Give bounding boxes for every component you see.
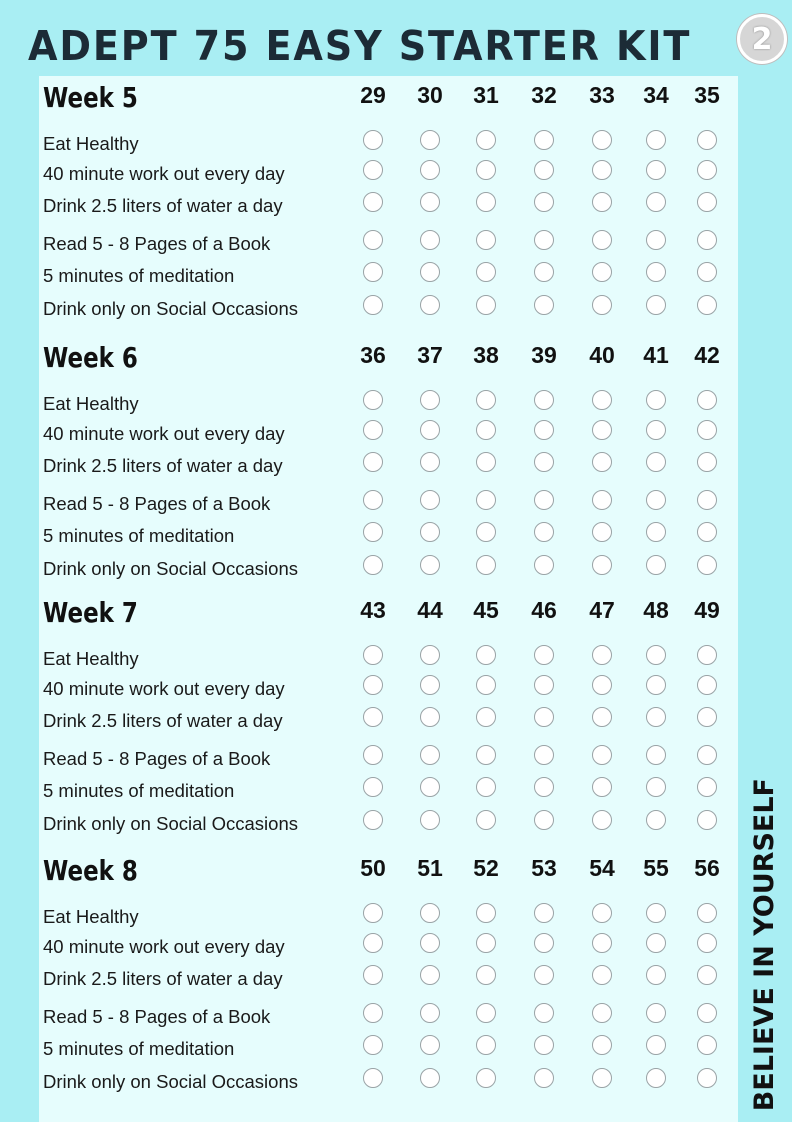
day-checkbox[interactable] bbox=[697, 1035, 717, 1055]
day-checkbox[interactable] bbox=[592, 745, 612, 765]
day-checkbox[interactable] bbox=[697, 192, 717, 212]
week-section bbox=[39, 336, 738, 594]
day-number: 47 bbox=[589, 597, 615, 623]
task-label: Drink only on Social Occasions bbox=[43, 813, 298, 834]
day-number: 51 bbox=[417, 855, 443, 881]
day-checkbox[interactable] bbox=[592, 295, 612, 315]
day-checkbox[interactable] bbox=[592, 160, 612, 180]
day-checkbox[interactable] bbox=[476, 1068, 496, 1088]
day-checkbox[interactable] bbox=[363, 262, 383, 282]
day-number: 38 bbox=[473, 342, 499, 368]
day-checkbox[interactable] bbox=[476, 390, 496, 410]
day-checkbox[interactable] bbox=[534, 130, 554, 150]
day-checkbox[interactable] bbox=[646, 230, 666, 250]
day-number: 39 bbox=[531, 342, 557, 368]
day-checkbox[interactable] bbox=[420, 903, 440, 923]
task-label: 5 minutes of meditation bbox=[43, 1038, 235, 1059]
day-checkbox[interactable] bbox=[420, 230, 440, 250]
day-checkbox[interactable] bbox=[646, 522, 666, 542]
day-checkbox[interactable] bbox=[592, 707, 612, 727]
day-checkbox[interactable] bbox=[420, 130, 440, 150]
day-checkbox[interactable] bbox=[420, 810, 440, 830]
day-checkbox[interactable] bbox=[697, 675, 717, 695]
day-checkbox[interactable] bbox=[476, 810, 496, 830]
day-checkbox[interactable] bbox=[646, 390, 666, 410]
day-checkbox[interactable] bbox=[646, 192, 666, 212]
day-checkbox[interactable] bbox=[363, 777, 383, 797]
day-number: 30 bbox=[417, 82, 443, 108]
day-checkbox[interactable] bbox=[697, 130, 717, 150]
day-checkbox[interactable] bbox=[534, 230, 554, 250]
day-number: 48 bbox=[643, 597, 669, 623]
task-label: 40 minute work out every day bbox=[43, 678, 285, 699]
task-label: Eat Healthy bbox=[43, 906, 139, 927]
day-checkbox[interactable] bbox=[534, 522, 554, 542]
task-label: 5 minutes of meditation bbox=[43, 780, 235, 801]
day-checkbox[interactable] bbox=[420, 1003, 440, 1023]
day-checkbox[interactable] bbox=[476, 745, 496, 765]
day-checkbox[interactable] bbox=[592, 230, 612, 250]
day-checkbox[interactable] bbox=[592, 130, 612, 150]
day-checkbox[interactable] bbox=[646, 675, 666, 695]
day-checkbox[interactable] bbox=[476, 295, 496, 315]
day-number: 43 bbox=[360, 597, 386, 623]
task-label: 40 minute work out every day bbox=[43, 423, 285, 444]
week-title: Week 7 bbox=[43, 596, 138, 629]
day-checkbox[interactable] bbox=[420, 933, 440, 953]
day-checkbox[interactable] bbox=[592, 262, 612, 282]
day-checkbox[interactable] bbox=[592, 903, 612, 923]
day-checkbox[interactable] bbox=[363, 933, 383, 953]
day-number: 33 bbox=[589, 82, 615, 108]
day-checkbox[interactable] bbox=[592, 1035, 612, 1055]
week-title: Week 8 bbox=[43, 854, 138, 887]
day-checkbox[interactable] bbox=[534, 1068, 554, 1088]
task-label: Eat Healthy bbox=[43, 393, 139, 414]
day-checkbox[interactable] bbox=[534, 810, 554, 830]
task-label: Drink 2.5 liters of water a day bbox=[43, 195, 283, 216]
day-checkbox[interactable] bbox=[697, 707, 717, 727]
day-checkbox[interactable] bbox=[420, 490, 440, 510]
day-checkbox[interactable] bbox=[363, 230, 383, 250]
day-checkbox[interactable] bbox=[363, 645, 383, 665]
day-checkbox[interactable] bbox=[697, 452, 717, 472]
day-checkbox[interactable] bbox=[534, 452, 554, 472]
day-checkbox[interactable] bbox=[697, 490, 717, 510]
day-number: 37 bbox=[417, 342, 443, 368]
day-checkbox[interactable] bbox=[363, 192, 383, 212]
day-checkbox[interactable] bbox=[420, 645, 440, 665]
day-checkbox[interactable] bbox=[697, 933, 717, 953]
task-label: Drink 2.5 liters of water a day bbox=[43, 710, 283, 731]
day-checkbox[interactable] bbox=[697, 390, 717, 410]
week-section bbox=[39, 849, 738, 1107]
day-checkbox[interactable] bbox=[476, 452, 496, 472]
day-checkbox[interactable] bbox=[697, 230, 717, 250]
day-checkbox[interactable] bbox=[646, 420, 666, 440]
day-checkbox[interactable] bbox=[476, 903, 496, 923]
day-checkbox[interactable] bbox=[476, 965, 496, 985]
week-section bbox=[39, 76, 738, 334]
day-checkbox[interactable] bbox=[592, 555, 612, 575]
day-number: 52 bbox=[473, 855, 499, 881]
task-label: Read 5 - 8 Pages of a Book bbox=[43, 1006, 271, 1027]
day-checkbox[interactable] bbox=[592, 675, 612, 695]
day-checkbox[interactable] bbox=[476, 160, 496, 180]
day-number: 35 bbox=[694, 82, 720, 108]
day-checkbox[interactable] bbox=[646, 160, 666, 180]
day-checkbox[interactable] bbox=[363, 1068, 383, 1088]
day-checkbox[interactable] bbox=[363, 295, 383, 315]
day-checkbox[interactable] bbox=[646, 1003, 666, 1023]
day-checkbox[interactable] bbox=[363, 160, 383, 180]
day-checkbox[interactable] bbox=[646, 777, 666, 797]
day-checkbox[interactable] bbox=[697, 777, 717, 797]
day-checkbox[interactable] bbox=[420, 1035, 440, 1055]
day-checkbox[interactable] bbox=[646, 903, 666, 923]
day-checkbox[interactable] bbox=[534, 645, 554, 665]
day-checkbox[interactable] bbox=[420, 192, 440, 212]
day-checkbox[interactable] bbox=[420, 965, 440, 985]
day-checkbox[interactable] bbox=[646, 130, 666, 150]
day-checkbox[interactable] bbox=[534, 390, 554, 410]
day-checkbox[interactable] bbox=[476, 130, 496, 150]
task-label: Drink 2.5 liters of water a day bbox=[43, 968, 283, 989]
task-label: Read 5 - 8 Pages of a Book bbox=[43, 493, 271, 514]
day-checkbox[interactable] bbox=[697, 810, 717, 830]
page-title: ADEPT 75 EASY STARTER KIT bbox=[28, 22, 692, 70]
day-checkbox[interactable] bbox=[592, 522, 612, 542]
day-checkbox[interactable] bbox=[697, 645, 717, 665]
day-checkbox[interactable] bbox=[697, 262, 717, 282]
day-number: 50 bbox=[360, 855, 386, 881]
day-checkbox[interactable] bbox=[476, 777, 496, 797]
day-checkbox[interactable] bbox=[534, 1035, 554, 1055]
day-checkbox[interactable] bbox=[534, 745, 554, 765]
day-number: 31 bbox=[473, 82, 499, 108]
day-checkbox[interactable] bbox=[420, 707, 440, 727]
day-checkbox[interactable] bbox=[363, 745, 383, 765]
day-checkbox[interactable] bbox=[476, 192, 496, 212]
day-number: 42 bbox=[694, 342, 720, 368]
day-checkbox[interactable] bbox=[363, 452, 383, 472]
task-label: 5 minutes of meditation bbox=[43, 525, 235, 546]
day-checkbox[interactable] bbox=[420, 390, 440, 410]
day-checkbox[interactable] bbox=[476, 490, 496, 510]
task-label: Drink 2.5 liters of water a day bbox=[43, 455, 283, 476]
day-checkbox[interactable] bbox=[646, 645, 666, 665]
day-checkbox[interactable] bbox=[646, 933, 666, 953]
day-checkbox[interactable] bbox=[363, 1003, 383, 1023]
day-checkbox[interactable] bbox=[697, 1068, 717, 1088]
day-checkbox[interactable] bbox=[697, 160, 717, 180]
day-checkbox[interactable] bbox=[697, 295, 717, 315]
day-checkbox[interactable] bbox=[592, 645, 612, 665]
day-checkbox[interactable] bbox=[646, 1035, 666, 1055]
day-checkbox[interactable] bbox=[592, 965, 612, 985]
day-number: 32 bbox=[531, 82, 557, 108]
day-number: 40 bbox=[589, 342, 615, 368]
day-checkbox[interactable] bbox=[646, 810, 666, 830]
day-checkbox[interactable] bbox=[592, 1068, 612, 1088]
day-number: 53 bbox=[531, 855, 557, 881]
day-checkbox[interactable] bbox=[534, 675, 554, 695]
day-checkbox[interactable] bbox=[363, 965, 383, 985]
task-label: Drink only on Social Occasions bbox=[43, 1071, 298, 1092]
side-banner-text: BELIEVE IN YOURSELF bbox=[748, 778, 780, 1112]
day-checkbox[interactable] bbox=[363, 555, 383, 575]
day-checkbox[interactable] bbox=[476, 555, 496, 575]
day-checkbox[interactable] bbox=[646, 555, 666, 575]
day-checkbox[interactable] bbox=[646, 262, 666, 282]
day-checkbox[interactable] bbox=[646, 1068, 666, 1088]
day-checkbox[interactable] bbox=[420, 420, 440, 440]
day-number: 44 bbox=[417, 597, 443, 623]
day-checkbox[interactable] bbox=[476, 707, 496, 727]
task-label: Read 5 - 8 Pages of a Book bbox=[43, 748, 271, 769]
day-checkbox[interactable] bbox=[534, 965, 554, 985]
task-label: 5 minutes of meditation bbox=[43, 265, 235, 286]
day-checkbox[interactable] bbox=[534, 192, 554, 212]
day-checkbox[interactable] bbox=[592, 933, 612, 953]
day-checkbox[interactable] bbox=[534, 160, 554, 180]
day-checkbox[interactable] bbox=[697, 903, 717, 923]
day-checkbox[interactable] bbox=[534, 777, 554, 797]
day-checkbox[interactable] bbox=[646, 490, 666, 510]
day-checkbox[interactable] bbox=[420, 262, 440, 282]
day-checkbox[interactable] bbox=[476, 230, 496, 250]
day-checkbox[interactable] bbox=[592, 810, 612, 830]
day-checkbox[interactable] bbox=[646, 745, 666, 765]
tracker-panel bbox=[39, 76, 738, 1122]
day-checkbox[interactable] bbox=[697, 420, 717, 440]
day-checkbox[interactable] bbox=[476, 1035, 496, 1055]
day-checkbox[interactable] bbox=[363, 675, 383, 695]
day-checkbox[interactable] bbox=[697, 1003, 717, 1023]
day-checkbox[interactable] bbox=[534, 262, 554, 282]
day-checkbox[interactable] bbox=[363, 707, 383, 727]
task-label: 40 minute work out every day bbox=[43, 163, 285, 184]
day-checkbox[interactable] bbox=[476, 645, 496, 665]
day-checkbox[interactable] bbox=[420, 452, 440, 472]
day-checkbox[interactable] bbox=[476, 262, 496, 282]
day-checkbox[interactable] bbox=[592, 490, 612, 510]
day-checkbox[interactable] bbox=[592, 192, 612, 212]
day-checkbox[interactable] bbox=[476, 420, 496, 440]
task-label: Eat Healthy bbox=[43, 133, 139, 154]
day-checkbox[interactable] bbox=[592, 777, 612, 797]
day-checkbox[interactable] bbox=[420, 745, 440, 765]
day-checkbox[interactable] bbox=[646, 452, 666, 472]
task-label: Drink only on Social Occasions bbox=[43, 298, 298, 319]
day-checkbox[interactable] bbox=[646, 707, 666, 727]
week-title: Week 5 bbox=[43, 81, 138, 114]
day-checkbox[interactable] bbox=[534, 555, 554, 575]
day-number: 56 bbox=[694, 855, 720, 881]
day-checkbox[interactable] bbox=[534, 295, 554, 315]
day-checkbox[interactable] bbox=[420, 160, 440, 180]
day-checkbox[interactable] bbox=[363, 903, 383, 923]
day-checkbox[interactable] bbox=[420, 555, 440, 575]
day-checkbox[interactable] bbox=[363, 522, 383, 542]
day-number: 55 bbox=[643, 855, 669, 881]
day-number: 45 bbox=[473, 597, 499, 623]
day-checkbox[interactable] bbox=[592, 390, 612, 410]
day-checkbox[interactable] bbox=[476, 675, 496, 695]
day-checkbox[interactable] bbox=[420, 522, 440, 542]
day-checkbox[interactable] bbox=[697, 965, 717, 985]
day-checkbox[interactable] bbox=[592, 1003, 612, 1023]
day-checkbox[interactable] bbox=[534, 490, 554, 510]
day-number: 34 bbox=[643, 82, 669, 108]
day-number: 54 bbox=[589, 855, 615, 881]
day-number: 41 bbox=[643, 342, 669, 368]
day-checkbox[interactable] bbox=[534, 903, 554, 923]
day-checkbox[interactable] bbox=[646, 295, 666, 315]
page-number-badge: 2 bbox=[737, 14, 787, 64]
day-checkbox[interactable] bbox=[476, 1003, 496, 1023]
day-checkbox[interactable] bbox=[363, 490, 383, 510]
day-checkbox[interactable] bbox=[476, 933, 496, 953]
day-checkbox[interactable] bbox=[534, 420, 554, 440]
task-label: 40 minute work out every day bbox=[43, 936, 285, 957]
task-label: Eat Healthy bbox=[43, 648, 139, 669]
day-checkbox[interactable] bbox=[697, 555, 717, 575]
week-section bbox=[39, 591, 738, 849]
day-checkbox[interactable] bbox=[592, 420, 612, 440]
task-label: Read 5 - 8 Pages of a Book bbox=[43, 233, 271, 254]
day-checkbox[interactable] bbox=[363, 130, 383, 150]
task-label: Drink only on Social Occasions bbox=[43, 558, 298, 579]
day-checkbox[interactable] bbox=[363, 420, 383, 440]
day-number: 29 bbox=[360, 82, 386, 108]
day-checkbox[interactable] bbox=[534, 1003, 554, 1023]
day-checkbox[interactable] bbox=[420, 675, 440, 695]
day-checkbox[interactable] bbox=[592, 452, 612, 472]
day-number: 46 bbox=[531, 597, 557, 623]
day-checkbox[interactable] bbox=[646, 965, 666, 985]
day-checkbox[interactable] bbox=[534, 707, 554, 727]
side-banner bbox=[744, 780, 784, 1110]
day-checkbox[interactable] bbox=[363, 1035, 383, 1055]
day-number: 36 bbox=[360, 342, 386, 368]
day-checkbox[interactable] bbox=[476, 522, 496, 542]
week-title: Week 6 bbox=[43, 341, 138, 374]
day-number: 49 bbox=[694, 597, 720, 623]
day-checkbox[interactable] bbox=[420, 777, 440, 797]
day-checkbox[interactable] bbox=[363, 390, 383, 410]
day-checkbox[interactable] bbox=[420, 295, 440, 315]
day-checkbox[interactable] bbox=[697, 745, 717, 765]
day-checkbox[interactable] bbox=[534, 933, 554, 953]
day-checkbox[interactable] bbox=[697, 522, 717, 542]
day-checkbox[interactable] bbox=[420, 1068, 440, 1088]
day-checkbox[interactable] bbox=[363, 810, 383, 830]
